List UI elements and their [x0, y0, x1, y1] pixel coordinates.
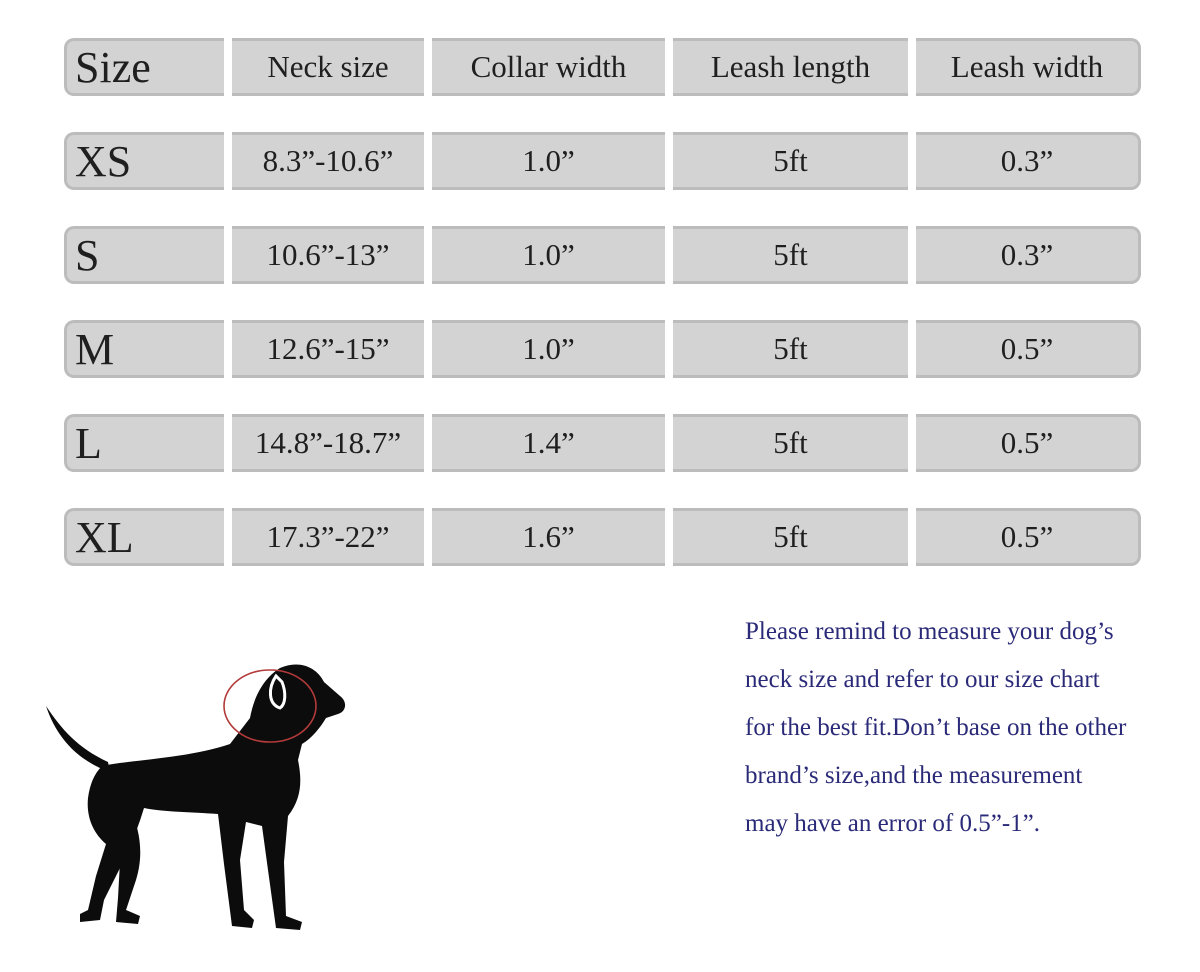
dog-silhouette-icon — [40, 648, 360, 938]
header-leash-length: Leash length — [673, 38, 908, 96]
neck-size-value: 10.6”-13” — [232, 226, 424, 284]
header-collar-width: Collar width — [432, 38, 665, 96]
size-chart-table — [64, 38, 1148, 566]
leash-length-value: 5ft — [673, 508, 908, 566]
neck-size-value: 14.8”-18.7” — [232, 414, 424, 472]
leash-length-value: 5ft — [673, 414, 908, 472]
note-line: Please remind to measure your dog’s — [745, 618, 1114, 645]
size-label: XS — [64, 132, 224, 190]
neck-size-value: 17.3”-22” — [232, 508, 424, 566]
header-neck-size: Neck size — [232, 38, 424, 96]
table-row — [64, 320, 1148, 378]
neck-size-value: 12.6”-15” — [232, 320, 424, 378]
size-label: S — [64, 226, 224, 284]
collar-width-value: 1.0” — [432, 320, 665, 378]
collar-width-value: 1.0” — [432, 226, 665, 284]
leash-width-value: 0.5” — [916, 414, 1141, 472]
leash-width-value: 0.5” — [916, 320, 1141, 378]
header-leash-width: Leash width — [916, 38, 1141, 96]
table-row — [64, 414, 1148, 472]
measurement-note — [745, 608, 1185, 848]
leash-length-value: 5ft — [673, 132, 908, 190]
note-line: may have an error of 0.5”-1”. — [745, 810, 1040, 837]
neck-size-value: 8.3”-10.6” — [232, 132, 424, 190]
leash-length-value: 5ft — [673, 226, 908, 284]
collar-width-value: 1.6” — [432, 508, 665, 566]
collar-width-value: 1.0” — [432, 132, 665, 190]
note-line: neck size and refer to our size chart — [745, 666, 1100, 693]
size-label: L — [64, 414, 224, 472]
table-row — [64, 132, 1148, 190]
leash-width-value: 0.5” — [916, 508, 1141, 566]
leash-width-value: 0.3” — [916, 226, 1141, 284]
leash-width-value: 0.3” — [916, 132, 1141, 190]
table-row — [64, 508, 1148, 566]
note-line: for the best fit.Don’t base on the other — [745, 714, 1127, 741]
size-label: M — [64, 320, 224, 378]
note-line: brand’s size,and the measurement — [745, 762, 1083, 789]
dog-tail — [46, 706, 110, 772]
size-label: XL — [64, 508, 224, 566]
leash-length-value: 5ft — [673, 320, 908, 378]
collar-width-value: 1.4” — [432, 414, 665, 472]
header-size: Size — [64, 38, 224, 96]
header-row — [64, 38, 1148, 96]
table-row — [64, 226, 1148, 284]
